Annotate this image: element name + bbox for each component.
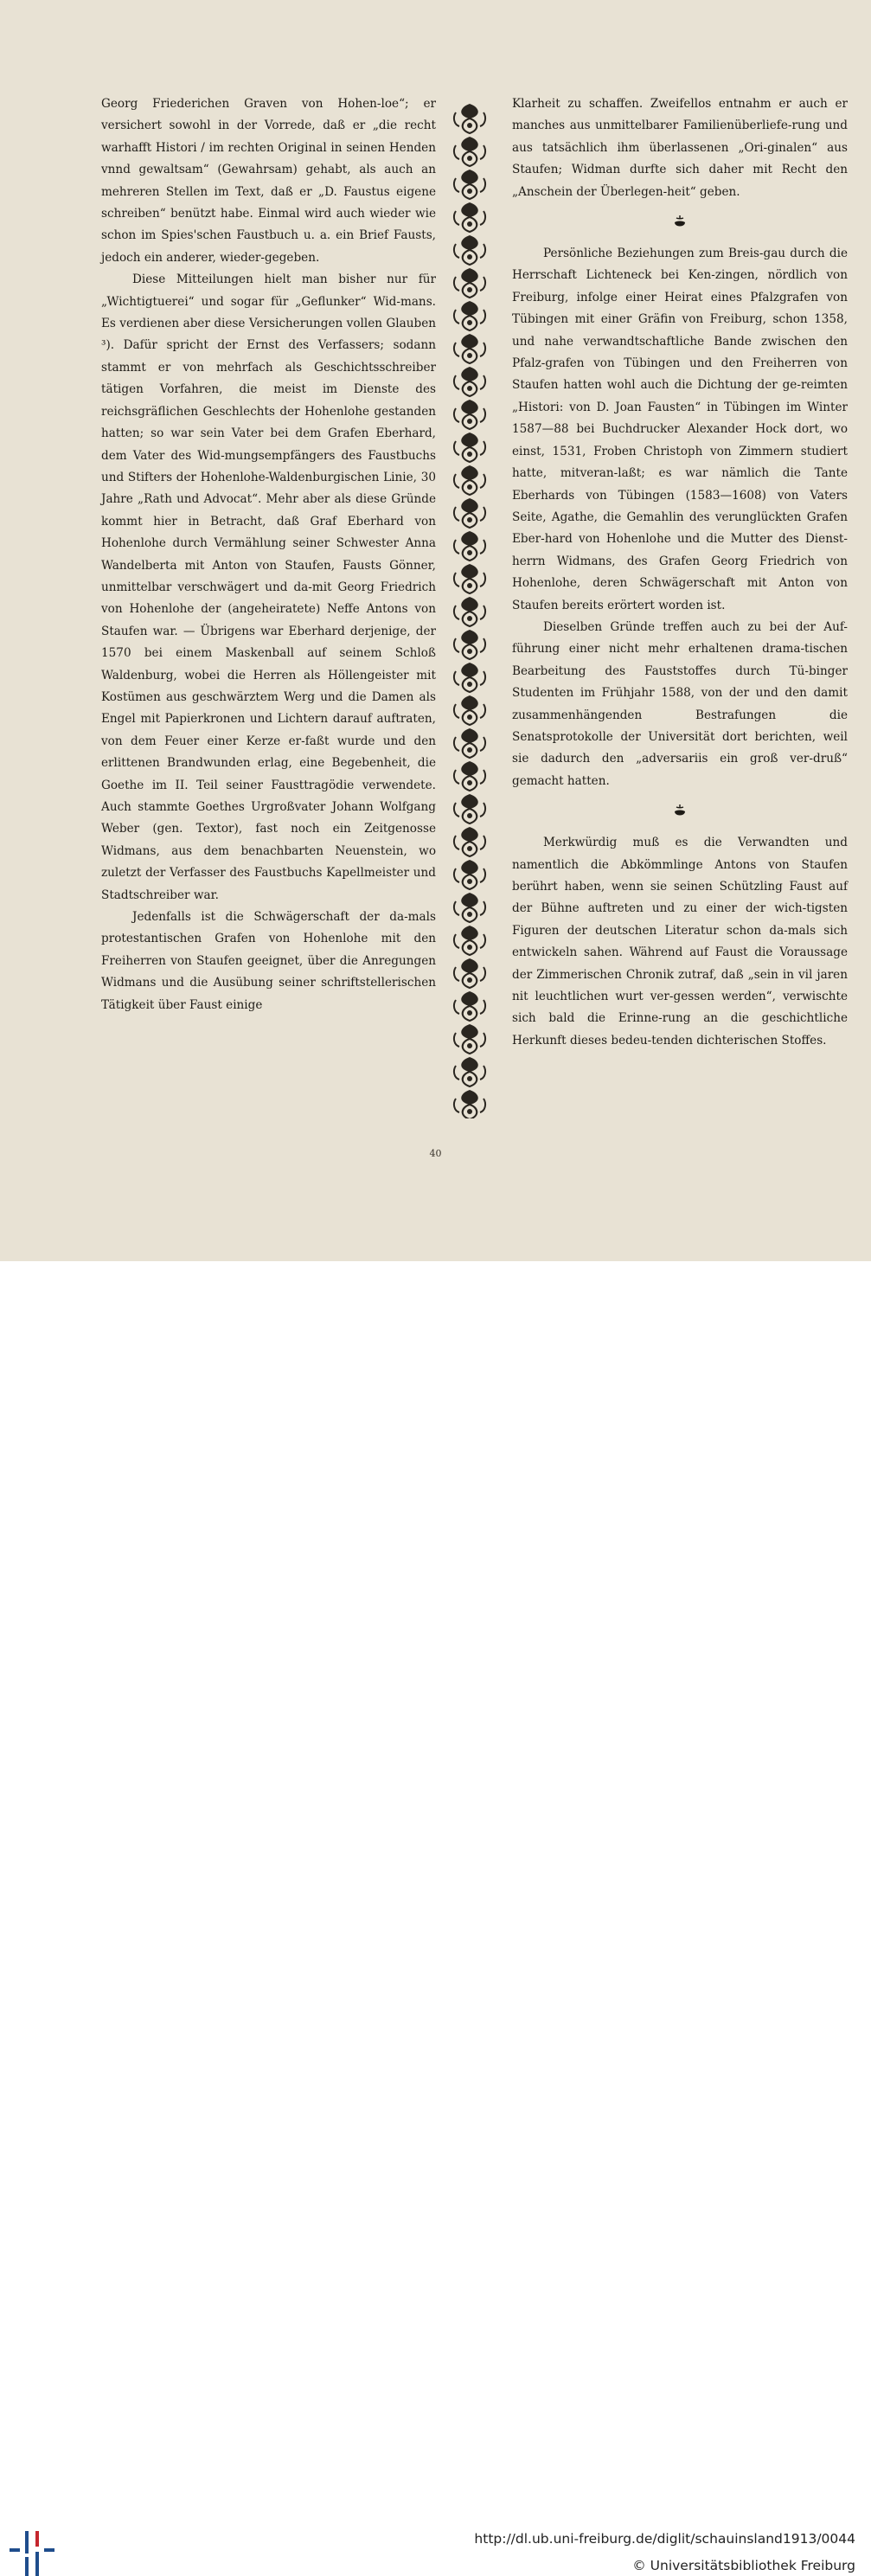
paragraph: Dieselben Gründe treffen auch zu bei der Auf-führung einer nicht mehr erhaltenen drama-tischen Bearbeitung des Fauststoffes durch Tü-binger Studenten im Frühjahr 1588, von der und den damit zusammenhängenden Bestrafungen die Senatsprotokolle der Universität dort berichten, weil sie dadurch den „adversariis ein groß ver-druß“ gemacht hatten. — [512, 619, 848, 788]
permalink-url[interactable]: http://dl.ub.uni-freiburg.de/diglit/schauinsland1913/0044 — [474, 2531, 855, 2547]
section-separator — [512, 796, 848, 827]
paragraph: Klarheit zu schaffen. Zweifellos entnahm er auch er manches aus unmittelbarer Familienüberliefe-rung und aus tatsächlich ihm überlassenen „Ori-ginalen“ aus Staufen; Widman durfte sich daher mit Recht den „Anschein der Überlegen-heit“ geben. — [512, 97, 848, 199]
scanned-page — [0, 0, 871, 1261]
footer-bar — [0, 1261, 871, 2573]
ornament-border — [451, 102, 489, 1118]
paragraph: Diese Mitteilungen hielt man bisher nur für „Wichtigtuerei“ und sogar für „Geflunker“ Wid-mans. Es verdienen aber diese Versicherungen vollen Glauben ³). Dafür spricht der Ernst des Verfassers; sodann stammt er von mehrfach als Geschichtsschreiber tätigen Vorfahren, die meist im Dienste des reichsgräflichen Geschlechts der Hohenlohe gestanden hatten; so war sein Vater bei dem Grafen Eberhard, dem Vater des Wid-mungsempfängers des Faustbuchs und Stifters der Hohenlohe-Waldenburgischen Linie, 30 Jahre „Rath und Advocat“. Mehr aber als diese Gründe kommt hier in Betracht, daß Graf Eberhard von Hohenlohe durch Vermählung seiner Schwester Anna Wandelberta mit Anton von Staufen, Fausts Gönner, unmittelbar verschwägert und da-mit Georg Friedrich von Hohenlohe der (angeheiratete) Neffe Antons von Staufen war. — Übrigens war Eberhard derjenige, der 1570 bei einem Maskenball auf seinem Schloß Waldenburg, wobei die Herren als Höllengeister mit Kostümen aus geschwärztem Werg und die Damen als Engel mit Papierkronen und Lichtern darauf auftraten, von dem Feuer einer Kerze er-faßt wurde und den erlittenen Brandwunden erlag, eine Begebenheit, die Goethe im II. Teil seiner Fausttragödie verwendete. Auch stammte Goethes Urgroßvater Johann Wolfgang Weber (gen. Textor), fast noch ein Zeitgenosse Widmans, aus dem benachbarten Neuenstein, wo zuletzt der Verfasser des Faustbuchs Kapellmeister und Stadtschreiber war. — [101, 272, 436, 902]
left-text-column — [101, 93, 436, 1016]
paragraph: Georg Friederichen Graven von Hohen-loe“; er versichert sowohl in der Vorrede, daß er „die recht warhafft Histori / im rechten Original in seinen Henden vnnd gewaltsam“ (Gewahrsam) gehabt, als auch an mehreren Stellen im Text, daß er „D. Faustus eigene schreiben“ benützt habe. Einmal wird auch wieder wie schon im Spies'schen Faustbuch u. a. ein Brief Fausts, jedoch ein anderer, wieder-gegeben. — [101, 97, 436, 265]
page-number: 40 — [429, 1148, 442, 1159]
paragraph: Persönliche Beziehungen zum Breis-gau durch die Herrschaft Lichteneck bei Ken-zingen, nördlich von Freiburg, infolge einer Heirat eines Pfalzgrafen von Tübingen mit einer Gräfin von Freiburg, schon 1358, und nahe verwandtschaftliche Bande zwischen den Pfalz-grafen von Tübingen und den Freiherren von Staufen hatten wohl auch die Dichtung der ge-reimten „Histori: von D. Joan Fausten“ in Tübingen im Winter 1587—88 bei Buchdrucker Alexander Hock dort, wo einst, 1531, Froben Christoph von Zimmern studiert hatte, mitveran-laßt; es war nämlich die Tante Eberhards von Tübingen (1583—1608) von Vaters Seite, Agathe, die Gemahlin des verunglückten Grafen Eber-hard von Hohenlohe und die Mutter des Dienst-herrn Widmans, des Grafen Georg Friedrich von Hohenlohe, deren Schwägerschaft mit Anton von Staufen bereits erörtert worden ist. — [512, 247, 848, 612]
copyright-notice: © Universitätsbibliothek Freiburg — [632, 2558, 855, 2573]
library-logo[interactable] — [10, 2531, 54, 2576]
right-text-column — [512, 93, 848, 1052]
leaf-fleuron-icon — [673, 215, 687, 230]
section-separator — [512, 207, 848, 238]
leaf-fleuron-icon — [673, 804, 687, 819]
paragraph: Jedenfalls ist die Schwägerschaft der da-mals protestantischen Grafen von Hohenlohe mit den Freiherren von Staufen geeignet, über die Anregungen Widmans und die Ausübung seiner schriftstellerischen Tätigkeit über Faust einige — [101, 910, 436, 1012]
paragraph: Merkwürdig muß es die Verwandten und namentlich die Abkömmlinge Antons von Staufen berührt haben, wenn sie seinen Schützling Faust auf der Bühne auftreten und zu einer der wich-tigsten Figuren der deutschen Literatur schon da-mals sich entwickeln sahen. Während auf Faust die Voraussage der Zimmerischen Chronik zutraf, daß „sein in vil jaren nit leuchtlichen wurt ver-gessen werden“, verwischte sich bald die Erinne-rung an die geschichtliche Herkunft dieses bedeu-tenden dichterischen Stoffes. — [512, 836, 848, 1048]
